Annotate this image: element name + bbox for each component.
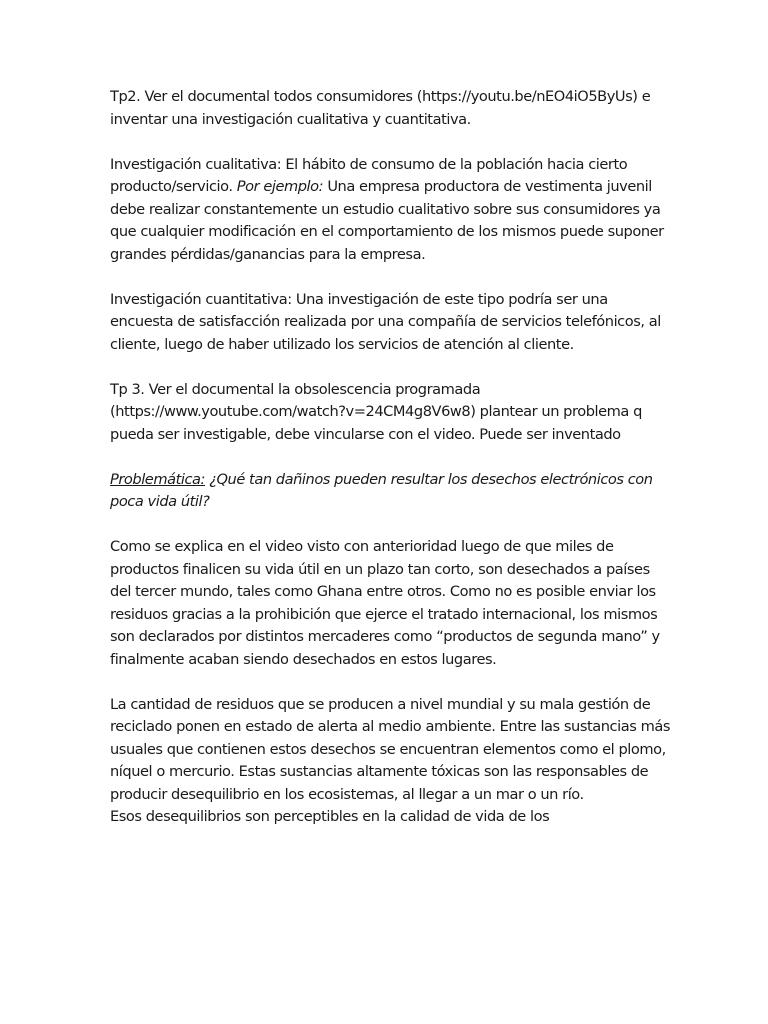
- tp3-prompt: Tp 3. Ver el documental la obsolescencia programada (https://www.youtube.com/watch?v=24CM4g8V6w8) plantear un problema q pueda ser investigable, debe vincularse con el video. Puede ser inventado: [110, 380, 642, 443]
- problematica-paragraph: [110, 469, 670, 514]
- problematica-label: Problemática:: [110, 470, 205, 488]
- cuantitativa-paragraph: Investigación cuantitativa: Una investigación de este tipo podría ser una encuesta de satisfacción realizada por una compañía de servicios telefónicos, al cliente, luego de haber utilizado los servicios de atención al cliente.: [110, 290, 661, 353]
- example-label: Por ejemplo:: [236, 178, 324, 195]
- body-paragraph-3: Esos desequilibrios son perceptibles en la calidad de vida de los: [110, 808, 550, 825]
- document-body: [110, 86, 670, 829]
- cualitativa-rest: Una empresa productora de vestimenta juvenil debe realizar constantemente un estudio cualitativo sobre sus consumidores ya que cualquier modificación en el comportamiento de los mismos puede suponer grandes pérdidas/ganancias para la empresa.: [110, 178, 664, 263]
- tp2-prompt: Tp2. Ver el documental todos consumidores (https://youtu.be/nEO4iO5ByUs) e inventar una investigación cualitativa y cuantitativa.: [110, 88, 651, 128]
- cualitativa-paragraph: [110, 154, 670, 267]
- body-paragraph-1: Como se explica en el video visto con anterioridad luego de que miles de productos finalicen su vida útil en un plazo tan corto, son desechados a países del tercer mundo, tales como Ghana entre otros. Como no es posible enviar los residuos gracias a la prohibición que ejerce el tratado internacional, los mismos son declarados por distintos mercaderes como “productos de segunda mano” y finalmente acaban siendo desechados en estos lugares.: [110, 538, 660, 668]
- problematica-question: ¿Qué tan dañinos pueden resultar los desechos electrónicos con poca vida útil?: [110, 470, 653, 510]
- cualitativa-lead: Investigación cualitativa: El hábito de consumo de la población hacia cierto producto/servicio.: [110, 155, 628, 195]
- body-paragraph-2: La cantidad de residuos que se producen a nivel mundial y su mala gestión de reciclado ponen en estado de alerta al medio ambiente. Entre las sustancias más usuales que contienen estos desechos se encuentran elementos como el plomo, níquel o mercurio. Estas sustancias altamente tóxicas son las responsables de producir desequilibrio en los ecosistemas, al llegar a un mar o un río.: [110, 695, 670, 803]
